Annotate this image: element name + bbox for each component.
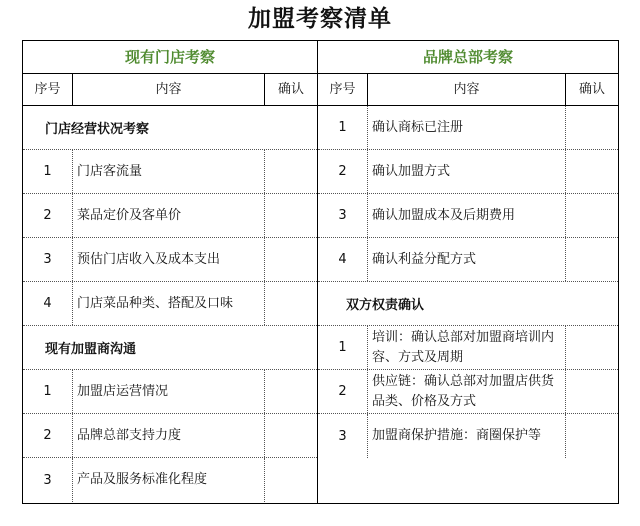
row-content: 加盟商保护措施：商圈保护等 [368,414,566,458]
table-row [318,194,618,238]
row-content: 门店客流量 [73,150,265,193]
row-content: 产品及服务标准化程度 [73,458,265,502]
row-content: 加盟店运营情况 [73,370,265,413]
row-number: 3 [318,194,368,237]
table-row [318,106,618,150]
row-number: 3 [23,238,73,281]
confirm-cell[interactable] [265,370,317,413]
header-content: 内容 [73,74,265,105]
table-row [23,458,317,502]
table-row [318,370,618,414]
row-number: 2 [23,414,73,457]
row-content: 菜品定价及客单价 [73,194,265,237]
section-title: 双方权责确认 [346,298,425,313]
confirm-cell[interactable] [265,458,317,502]
row-number: 2 [23,194,73,237]
row-number: 2 [318,370,368,413]
section-row [318,282,618,326]
table-row [23,238,317,282]
left-header-row [23,74,317,106]
confirm-cell[interactable] [566,370,618,413]
section-title: 门店经营状况考察 [45,122,150,137]
row-content: 预估门店收入及成本支出 [73,238,265,281]
confirm-cell[interactable] [265,194,317,237]
confirm-cell[interactable] [265,238,317,281]
row-content: 确认加盟方式 [368,150,566,193]
right-header-row [318,74,618,106]
table-row [318,150,618,194]
row-number: 4 [23,282,73,325]
section-row [23,326,317,370]
row-content: 供应链：确认总部对加盟店供货品类、价格及方式 [368,370,566,413]
confirm-cell[interactable] [566,326,618,369]
confirm-cell[interactable] [265,150,317,193]
row-content: 确认利益分配方式 [368,238,566,281]
table-row [318,414,618,458]
table-row [23,282,317,326]
row-content: 品牌总部支持力度 [73,414,265,457]
confirm-cell[interactable] [566,238,618,281]
right-panel [318,41,618,503]
confirm-cell[interactable] [566,414,618,458]
section-title: 现有加盟商沟通 [45,342,137,357]
row-number: 3 [318,414,368,458]
table-row [23,150,317,194]
row-number: 2 [318,150,368,193]
table-row [318,238,618,282]
confirm-cell[interactable] [265,414,317,457]
section-row [23,106,317,150]
left-panel [23,41,318,503]
confirm-cell[interactable] [265,282,317,325]
confirm-cell[interactable] [566,194,618,237]
confirm-cell[interactable] [566,150,618,193]
header-confirm: 确认 [578,82,605,97]
header-confirm: 确认 [277,82,304,97]
header-no: 序号 [23,74,73,105]
table-row [23,414,317,458]
page-title: 加盟考察清单 [248,6,392,32]
left-panel-heading: 现有门店考察 [23,41,317,74]
row-number: 1 [23,370,73,413]
row-content: 门店菜品种类、搭配及口味 [73,282,265,325]
confirm-cell[interactable] [566,106,618,149]
right-rows [318,106,618,458]
row-number: 1 [318,326,368,369]
row-content: 培训：确认总部对加盟商培训内容、方式及周期 [368,326,566,369]
row-number: 1 [318,106,368,149]
header-content: 内容 [368,74,566,105]
checklist-table [22,40,619,504]
row-number: 3 [23,458,73,502]
right-panel-heading: 品牌总部考察 [318,41,618,74]
table-row [23,370,317,414]
row-number: 4 [318,238,368,281]
table-row [318,326,618,370]
left-rows [23,106,317,502]
row-number: 1 [23,150,73,193]
row-content: 确认商标已注册 [368,106,566,149]
header-no: 序号 [318,74,368,105]
row-content: 确认加盟成本及后期费用 [368,194,566,237]
table-row [23,194,317,238]
